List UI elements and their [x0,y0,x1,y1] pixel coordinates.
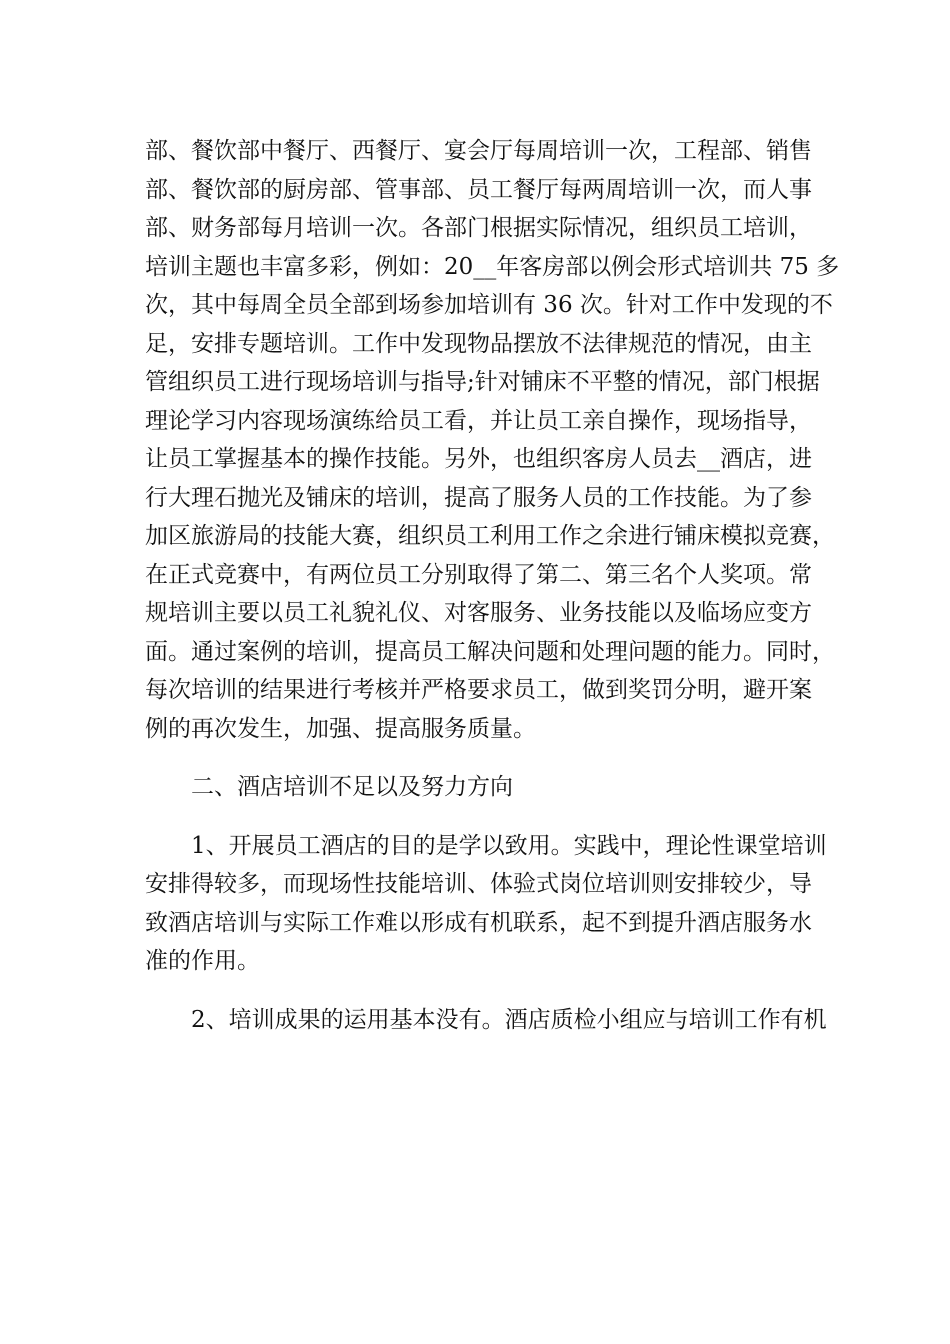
text-line: 规培训主要以员工礼貌礼仪、对客服务、业务技能以及临场应变方 [145,600,812,626]
text-line: 加区旅游局的技能大赛，组织员工利用工作之余进行铺床模拟竞赛， [145,523,835,549]
text-line: 在正式竞赛中，有两位员工分别取得了第二、第三名个人奖项。常 [145,561,812,588]
text-line: 致酒店培训与实际工作难以形成有机联系，起不到提升酒店服务水 [145,909,812,936]
paragraph-training-summary [145,132,840,748]
section-heading [145,768,825,807]
text-line: 部、财务部每月培训一次。各部门根据实际情况，组织员工培训， [145,215,812,241]
text-line: 例的再次发生，加强、提高服务质量。 [145,715,536,742]
text-line: 准的作用。 [145,948,260,974]
text-line: 行大理石抛光及铺床的培训，提高了服务人员的工作技能。为了参 [145,484,812,511]
paragraph-point-1 [145,827,825,981]
text-line: 2、培训成果的运用基本没有。酒店质检小组应与培训工作有机 [191,1006,827,1033]
paragraph-point-2 [145,1001,825,1040]
text-line: 次，其中每周全员全部到场参加培训有 36 次。针对工作中发现的不 [145,292,833,318]
document-body [145,132,840,1039]
text-line: 部、餐饮部中餐厅、西餐厅、宴会厅每周培训一次，工程部、销售 [145,138,812,164]
text-line: 安排得较多，而现场性技能培训、体验式岗位培训则安排较少，导 [145,871,812,897]
text-line: 面。通过案例的培训，提高员工解决问题和处理问题的能力。同时， [145,638,835,665]
text-line: 1、开展员工酒店的目的是学以致用。实践中，理论性课堂培训 [191,832,827,859]
text-line: 管组织员工进行现场培训与指导;针对铺床不平整的情况，部门根据 [145,369,820,395]
text-line: 让员工掌握基本的操作技能。另外，也组织客房人员去__酒店，进 [145,446,812,472]
text-line: 每次培训的结果进行考核并严格要求员工，做到奖罚分明，避开案 [145,677,812,703]
text-line: 足，安排专题培训。工作中发现物品摆放不法律规范的情况，由主 [145,330,812,357]
text-line: 培训主题也丰富多彩，例如：20__年客房部以例会形式培训共 75 多 [145,253,840,280]
text-line: 部、餐饮部的厨房部、管事部、员工餐厅每两周培训一次，而人事 [145,176,812,203]
heading-line: 二、酒店培训不足以及努力方向 [191,774,513,800]
text-line: 理论学习内容现场演练给员工看，并让员工亲自操作，现场指导， [145,407,812,434]
